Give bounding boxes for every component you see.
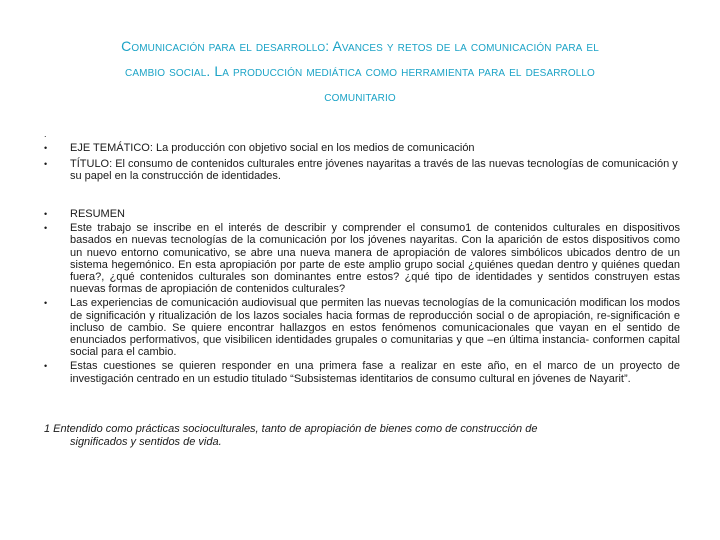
footnote-line-1: 1 Entendido como prácticas socioculturales, tanto de apropiación de bienes como de construcción de [44, 423, 538, 435]
title-line-2: cambio social. La producción mediática como herramienta para el desarrollo [125, 63, 595, 79]
eje-tematico: EJE TEMÁTICO: La producción con objetivo social en los medios de comunicación [70, 142, 475, 154]
paragraph-3: Estas cuestiones se quieren responder en una primera fase a realizar en este año, en el marco de un proyecto de investigación centrado en un estudio titulado “Subsistemas identitarios de consumo cultural en jóvenes de Nayarit”. [70, 360, 680, 385]
titulo: TÍTULO: El consumo de contenidos culturales entre jóvenes nayaritas a través de las nuevas tecnologías de comunicación y su papel en la construcción de identidades. [70, 158, 678, 183]
list-item [40, 360, 680, 384]
slide-title [30, 34, 690, 109]
title-line-1: Comunicación para el desarrollo: Avances y retos de la comunicación para el [121, 38, 599, 54]
title-line-3: comunitario [324, 88, 396, 104]
list-item [40, 222, 680, 295]
list-item [40, 128, 680, 140]
list-item [40, 208, 680, 220]
bullet-icon: • [44, 209, 48, 219]
list-item [40, 142, 680, 154]
bullet-icon: • [44, 143, 48, 153]
bullet-icon: • [44, 223, 48, 234]
footnote [44, 423, 644, 449]
bullet-icon: • [44, 159, 48, 170]
paragraph-2: Las experiencias de comunicación audiovisual que permiten las nuevas tecnologías de la comunicación modifican los modos de significación y ritualización de los lazos sociales hacia formas de reproducción social o de apropiación, re-significación e incluso de cambio. Se quiere encontrar hallazgos en estos fenómenos comunicacionales que vayan en el sentido de enunciados performativos, que visibilicen identidades grupales o comunitarias y que –en última instancia- conformen capital social para el cambio. [70, 297, 680, 359]
topic-list [40, 128, 680, 183]
resumen-heading: RESUMEN [70, 208, 126, 220]
paragraph-1: Este trabajo se inscribe en el interés de describir y comprender el consumo1 de contenidos culturales en dispositivos basados en nuevas tecnologías de la comunicación por los jóvenes nayaritas. Con la aparición de estos dispositivos como un nuevo entorno comunicativo, se abre una nueva manera de apropiación de valores simbólicos ubicados dentro de un sistema hegemónico. En esta apropiación por parte de este amplio grupo social ¿quiénes quedan dentro y quiénes quedan fuera?, ¿qué contenidos culturales son dominantes entre estos? ¿qué tipo de identidades y sentidos construyen estas nuevas formas de apropiación de contenidos culturales? [70, 222, 680, 296]
list-item [40, 297, 680, 358]
summary-list [40, 208, 680, 385]
footnote-line-2: significados y sentidos de vida. [70, 436, 222, 448]
bullet-icon: • [44, 361, 48, 372]
list-item [40, 158, 680, 182]
bullet-icon: . [44, 129, 47, 139]
bullet-icon: • [44, 298, 48, 309]
